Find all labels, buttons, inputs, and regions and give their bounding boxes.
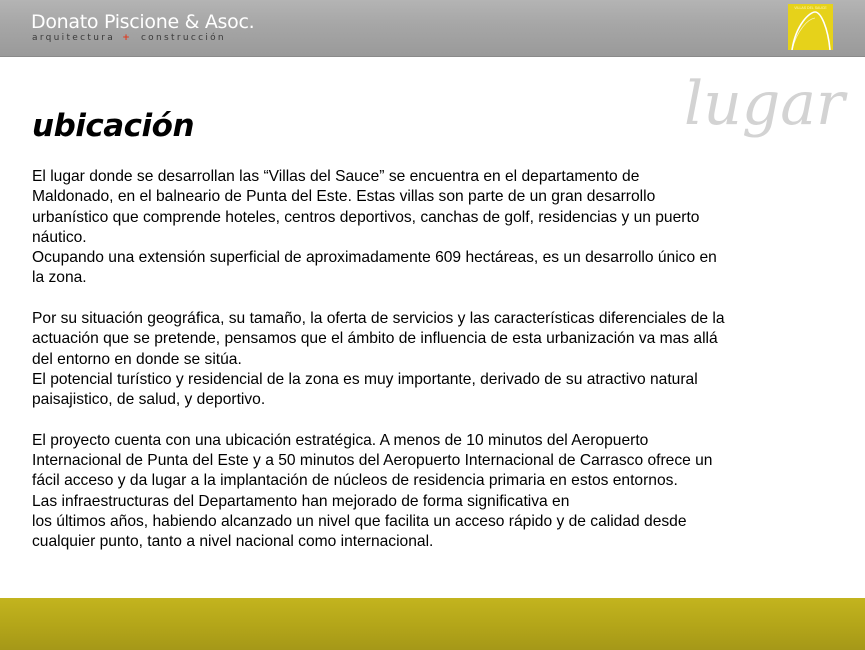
text-line: paisajistico, de salud, y deportivo.	[32, 391, 266, 409]
logo-text: VILLAS DEL SAUCE	[794, 6, 827, 10]
body-text	[32, 167, 837, 573]
paragraph	[32, 431, 837, 553]
footer-bar	[0, 598, 865, 650]
text-line: El lugar donde se desarrollan las “Villas del Sauce” se encuentra en el departamento de	[32, 168, 640, 185]
text-line: Las infraestructuras del Departamento han mejorado de forma significativa en	[32, 492, 570, 510]
brand-tag-arquitectura: arquitectura	[32, 33, 116, 43]
section-watermark: lugar	[684, 69, 845, 139]
brand-tagline	[32, 33, 226, 43]
text-line: El proyecto cuenta con una ubicación estratégica. A menos de 10 minutos del Aeropuerto	[32, 431, 649, 449]
text-line: Internacional de Punta del Este y a 50 minutos del Aeropuerto Internacional de Carrasco ofrece un	[32, 452, 713, 470]
text-line: los últimos años, habiendo alcanzado un nivel que facilita un acceso rápido y de calidad desde	[32, 513, 687, 531]
logo-arch-icon	[788, 4, 833, 50]
text-line: Ocupando una extensión superficial de aproximadamente 609 hectáreas, es un desarrollo único en	[32, 249, 717, 267]
brand-tag-construccion: construcción	[140, 33, 226, 43]
paragraph	[32, 167, 837, 289]
text-line: El potencial turístico y residencial de la zona es muy importante, derivado de su atractivo natural	[32, 370, 698, 388]
page-title: ubicación	[32, 108, 195, 144]
text-line: actuación que se pretende, pensamos que el ámbito de influencia de esta urbanización va mas allá	[32, 330, 718, 348]
text-line: urbanístico que comprende hoteles, centros deportivos, canchas de golf, residencias y un puerto	[32, 208, 700, 226]
text-line: náutico.	[32, 228, 87, 246]
text-line: Maldonado, en el balneario de Punta del Este. Estas villas son parte de un gran desarrollo	[32, 188, 656, 206]
brand-tag-plus: +	[122, 33, 130, 43]
paragraph	[32, 309, 837, 410]
text-line: Por su situación geográfica, su tamaño, la oferta de servicios y las características diferenciales de la	[32, 310, 725, 328]
text-line: cualquier punto, tanto a nivel nacional como internacional.	[32, 533, 434, 551]
header-bar	[0, 0, 865, 57]
text-line: del entorno en donde se sitúa.	[32, 350, 242, 368]
text-line: la zona.	[32, 269, 87, 287]
text-line: fácil acceso y da lugar a la implantación de núcleos de residencia primaria en estos entornos.	[32, 472, 678, 490]
villas-del-sauce-logo	[788, 4, 833, 50]
brand-name: Donato Piscione & Asoc.	[31, 11, 255, 33]
